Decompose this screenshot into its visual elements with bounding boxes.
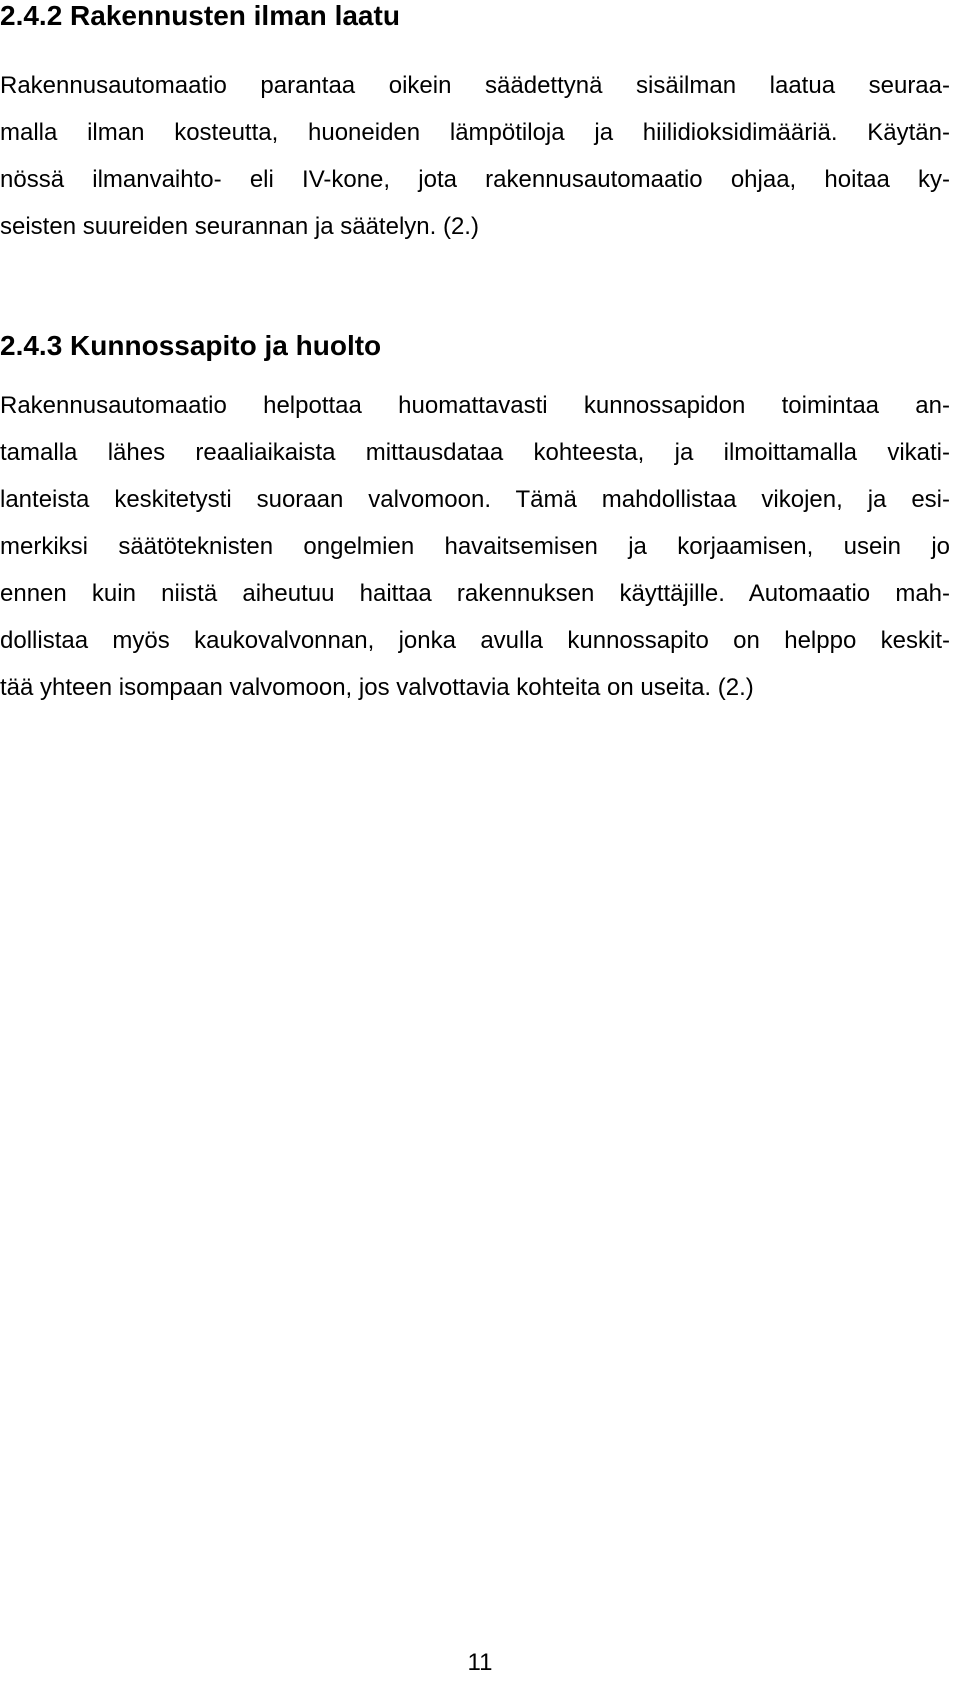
paragraph-line: Rakennusautomaatio parantaa oikein säädettynä sisäilman laatua seuraa- [0, 72, 950, 99]
paragraph-line: malla ilman kosteutta, huoneiden lämpötiloja ja hiilidioksidimääriä. Käytän- [0, 119, 950, 146]
paragraph-line: ennen kuin niistä aiheutuu haittaa rakennuksen käyttäjille. Automaatio mah- [0, 580, 950, 607]
paragraph-line: nössä ilmanvaihto- eli IV-kone, jota rakennusautomaatio ohjaa, hoitaa ky- [0, 166, 950, 193]
paragraph-line: lanteista keskitetysti suoraan valvomoon. Tämä mahdollistaa vikojen, ja esi- [0, 486, 950, 513]
paragraph-line: merkiksi säätöteknisten ongelmien havaitsemisen ja korjaamisen, usein jo [0, 533, 950, 560]
paragraph-air-quality [0, 62, 950, 250]
page-number: 11 [467, 1649, 493, 1676]
section-heading-air-quality: 2.4.2 Rakennusten ilman laatu [0, 0, 400, 31]
section-heading-maintenance: 2.4.3 Kunnossapito ja huolto [0, 330, 382, 361]
paragraph-line: tamalla lähes reaaliaikaista mittausdataa kohteesta, ja ilmoittamalla vikati- [0, 439, 950, 466]
paragraph-line: dollistaa myös kaukovalvonnan, jonka avulla kunnossapito on helppo keskit- [0, 627, 950, 654]
paragraph-line: seisten suureiden seurannan ja säätelyn. (2.) [0, 213, 479, 240]
paragraph-maintenance [0, 382, 950, 711]
paragraph-line: tää yhteen isompaan valvomoon, jos valvottavia kohteita on useita. (2.) [0, 674, 754, 701]
paragraph-line: Rakennusautomaatio helpottaa huomattavasti kunnossapidon toimintaa an- [0, 392, 950, 419]
